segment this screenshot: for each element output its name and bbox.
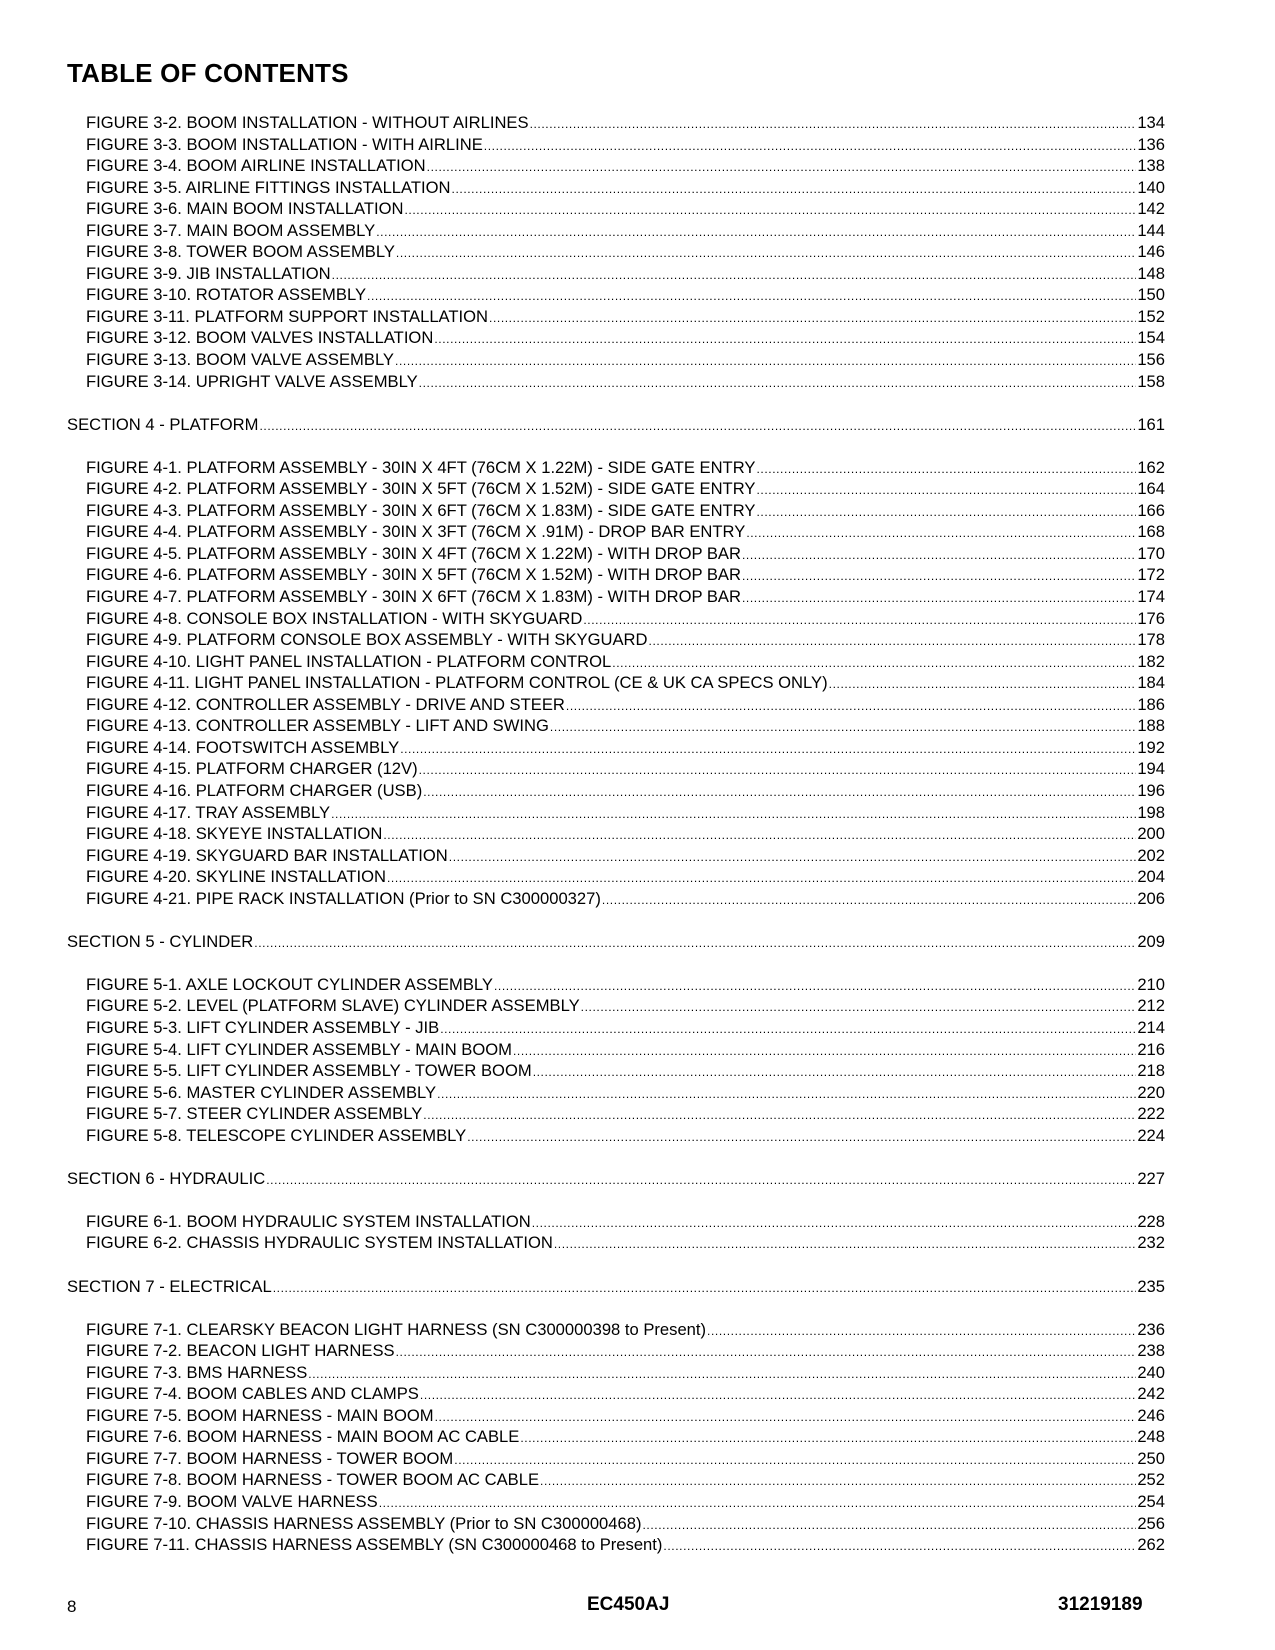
toc-figure-entry[interactable] <box>67 802 1165 824</box>
toc-entry-page-number: 256 <box>1137 1513 1165 1533</box>
toc-section-entry[interactable] <box>67 1168 1165 1190</box>
toc-figure-entry[interactable] <box>67 1513 1165 1535</box>
toc-figure-entry[interactable] <box>67 651 1165 673</box>
toc-figure-entry[interactable] <box>67 327 1165 349</box>
toc-entry-page-number: 158 <box>1137 371 1165 391</box>
toc-figure-entry[interactable] <box>67 543 1165 565</box>
dot-leader <box>367 286 1136 306</box>
toc-entry-page-number: 212 <box>1137 996 1165 1016</box>
toc-entry-label: FIGURE 4-4. PLATFORM ASSEMBLY - 30IN X 3FT (76CM X .91M) - DROP BAR ENTRY <box>86 522 746 542</box>
toc-entry-page-number: 150 <box>1137 285 1165 305</box>
toc-entry-label: FIGURE 3-14. UPRIGHT VALVE ASSEMBLY <box>86 371 418 391</box>
toc-entry-page-number: 218 <box>1137 1061 1165 1081</box>
dot-leader <box>467 1127 1136 1147</box>
toc-entry-label: FIGURE 3-8. TOWER BOOM ASSEMBLY <box>86 242 395 262</box>
toc-figure-entry[interactable] <box>67 1405 1165 1427</box>
toc-figure-entry[interactable] <box>67 1469 1165 1491</box>
toc-entry-page-number: 240 <box>1137 1362 1165 1382</box>
toc-entry-label: FIGURE 3-6. MAIN BOOM INSTALLATION <box>86 199 404 219</box>
toc-entry-label: FIGURE 3-2. BOOM INSTALLATION - WITHOUT AIRLINES <box>86 113 529 132</box>
toc-entry-label: FIGURE 3-4. BOOM AIRLINE INSTALLATION <box>86 156 426 176</box>
toc-entry-label: FIGURE 5-5. LIFT CYLINDER ASSEMBLY - TOWER BOOM <box>86 1061 532 1081</box>
dot-leader <box>266 1170 1136 1190</box>
footer-document-number: 31219189 <box>1058 1594 1143 1615</box>
toc-entry-label: FIGURE 5-8. TELESCOPE CYLINDER ASSEMBLY <box>86 1125 467 1145</box>
dot-leader <box>581 997 1137 1017</box>
toc-figure-entry[interactable] <box>67 263 1165 285</box>
toc-entry-label: FIGURE 4-15. PLATFORM CHARGER (12V) <box>86 759 418 779</box>
dot-leader <box>396 1342 1137 1362</box>
toc-entry-label: FIGURE 5-6. MASTER CYLINDER ASSEMBLY <box>86 1082 437 1102</box>
toc-entry-label: FIGURE 5-4. LIFT CYLINDER ASSEMBLY - MAIN BOOM <box>86 1039 512 1059</box>
toc-entry-page-number: 222 <box>1137 1104 1165 1124</box>
dot-leader <box>643 1515 1137 1535</box>
page-title: TABLE OF CONTENTS <box>67 58 349 88</box>
toc-entry-label: FIGURE 3-5. AIRLINE FITTINGS INSTALLATION <box>86 177 451 197</box>
toc-entry-page-number: 196 <box>1137 780 1165 800</box>
toc-entry-page-number: 262 <box>1137 1535 1165 1555</box>
dot-leader <box>756 480 1136 500</box>
toc-entry-label: FIGURE 3-12. BOOM VALVES INSTALLATION <box>86 328 434 348</box>
toc-entry-label: FIGURE 7-5. BOOM HARNESS - MAIN BOOM <box>86 1405 434 1425</box>
dot-leader <box>746 523 1136 543</box>
dot-leader <box>663 1536 1136 1556</box>
dot-leader <box>540 1471 1136 1491</box>
dot-leader <box>520 1428 1136 1448</box>
toc-entry-label: FIGURE 3-9. JIB INSTALLATION <box>86 263 331 283</box>
toc-entry-label: FIGURE 4-3. PLATFORM ASSEMBLY - 30IN X 6FT (76CM X 1.83M) - SIDE GATE ENTRY <box>86 500 756 520</box>
toc-entry-page-number: 250 <box>1137 1448 1165 1468</box>
dot-leader <box>435 1407 1137 1427</box>
dot-leader <box>454 1450 1136 1470</box>
toc-figure-entry[interactable] <box>67 1232 1165 1254</box>
dot-leader <box>308 1364 1136 1384</box>
toc-entry-label: FIGURE 5-2. LEVEL (PLATFORM SLAVE) CYLINDER ASSEMBLY <box>86 996 580 1016</box>
toc-entry-page-number: 194 <box>1137 759 1165 779</box>
toc-entry-page-number: 236 <box>1137 1319 1165 1339</box>
dot-leader <box>756 502 1136 522</box>
toc-figure-entry[interactable] <box>67 1491 1165 1513</box>
dot-leader <box>484 136 1137 156</box>
toc-entry-label: FIGURE 4-16. PLATFORM CHARGER (USB) <box>86 780 423 800</box>
toc-entry-page-number: 182 <box>1137 651 1165 671</box>
toc-figure-entry[interactable] <box>67 500 1165 522</box>
toc-entry-page-number: 140 <box>1137 177 1165 197</box>
toc-entry-page-number: 228 <box>1137 1211 1165 1231</box>
toc-entry-label: FIGURE 7-2. BEACON LIGHT HARNESS <box>86 1341 395 1361</box>
toc-section-entry[interactable] <box>67 414 1165 436</box>
toc-entry-page-number: 216 <box>1137 1039 1165 1059</box>
toc-figure-entry[interactable] <box>67 1383 1165 1405</box>
toc-entry-label: FIGURE 4-9. PLATFORM CONSOLE BOX ASSEMBLY - WITH SKYGUARD <box>86 630 648 650</box>
dot-leader <box>273 1278 1137 1298</box>
toc-figure-entry[interactable] <box>67 177 1165 199</box>
dot-leader <box>259 416 1136 436</box>
toc-figure-entry[interactable] <box>67 134 1165 156</box>
toc-entry-label: FIGURE 3-7. MAIN BOOM ASSEMBLY <box>86 220 376 240</box>
toc-entry-label: FIGURE 4-7. PLATFORM ASSEMBLY - 30IN X 6FT (76CM X 1.83M) - WITH DROP BAR <box>86 587 741 607</box>
toc-entry-page-number: 200 <box>1137 824 1165 844</box>
dot-leader <box>419 760 1137 780</box>
toc-entry-label: FIGURE 4-1. PLATFORM ASSEMBLY - 30IN X 4FT (76CM X 1.22M) - SIDE GATE ENTRY <box>86 457 756 477</box>
toc-entry-page-number: 142 <box>1137 199 1165 219</box>
toc-entry-label: SECTION 4 - PLATFORM <box>67 414 259 434</box>
toc-figure-entry[interactable] <box>67 715 1165 737</box>
toc-entry-page-number: 164 <box>1137 479 1165 499</box>
toc-entry-label: FIGURE 7-11. CHASSIS HARNESS ASSEMBLY (SN C300000468 to Present) <box>86 1535 663 1555</box>
dot-leader <box>427 157 1137 177</box>
toc-entry-label: SECTION 6 - HYDRAULIC <box>67 1168 266 1188</box>
dot-leader <box>742 566 1136 586</box>
toc-figure-entry[interactable] <box>67 1340 1165 1362</box>
toc-entry-page-number: 156 <box>1137 350 1165 370</box>
toc-figure-entry[interactable] <box>67 564 1165 586</box>
toc-entry-page-number: 232 <box>1137 1233 1165 1253</box>
toc-entry-label: FIGURE 6-2. CHASSIS HYDRAULIC SYSTEM INSTALLATION <box>86 1233 553 1253</box>
toc-entry-page-number: 220 <box>1137 1082 1165 1102</box>
dot-leader <box>707 1321 1136 1341</box>
toc-entry-page-number: 242 <box>1137 1384 1165 1404</box>
toc-entry-page-number: 227 <box>1137 1168 1165 1188</box>
dot-leader <box>396 243 1136 263</box>
toc-entry-label: FIGURE 4-17. TRAY ASSEMBLY <box>86 802 331 822</box>
dot-leader <box>489 308 1136 328</box>
toc-figure-entry[interactable] <box>67 1060 1165 1082</box>
toc-entry-page-number: 192 <box>1137 737 1165 757</box>
toc-figure-entry[interactable] <box>67 371 1165 393</box>
toc-entry-label: FIGURE 5-7. STEER CYLINDER ASSEMBLY <box>86 1104 423 1124</box>
toc-figure-entry[interactable] <box>67 1103 1165 1125</box>
dot-leader <box>440 1019 1136 1039</box>
toc-entry-page-number: 146 <box>1137 242 1165 262</box>
dot-leader <box>742 588 1136 608</box>
dot-leader <box>423 782 1136 802</box>
toc-entry-label: FIGURE 5-1. AXLE LOCKOUT CYLINDER ASSEMBLY <box>86 974 493 994</box>
toc-figure-entry[interactable] <box>67 737 1165 759</box>
dot-leader <box>423 1105 1136 1125</box>
toc-entry-label: SECTION 7 - ELECTRICAL <box>67 1276 272 1296</box>
toc-figure-entry[interactable] <box>67 1362 1165 1384</box>
dot-leader <box>566 696 1136 716</box>
dot-leader <box>742 545 1136 565</box>
toc-entry-page-number: 198 <box>1137 802 1165 822</box>
toc-entry-page-number: 138 <box>1137 156 1165 176</box>
toc-figure-entry[interactable] <box>67 1448 1165 1470</box>
dot-leader <box>395 351 1136 371</box>
toc-figure-entry[interactable] <box>67 823 1165 845</box>
toc-entry-page-number: 161 <box>1137 414 1165 434</box>
toc-entry-label: FIGURE 4-20. SKYLINE INSTALLATION <box>86 867 386 887</box>
toc-entry-label: FIGURE 6-1. BOOM HYDRAULIC SYSTEM INSTALLATION <box>86 1211 531 1231</box>
toc-entry-label: FIGURE 4-18. SKYEYE INSTALLATION <box>86 824 383 844</box>
dot-leader <box>387 868 1136 888</box>
toc-entry-label: FIGURE 4-2. PLATFORM ASSEMBLY - 30IN X 5FT (76CM X 1.52M) - SIDE GATE ENTRY <box>86 479 756 499</box>
toc-entry-page-number: 172 <box>1137 565 1165 585</box>
toc-entry-page-number: 246 <box>1137 1405 1165 1425</box>
dot-leader <box>532 1213 1137 1233</box>
toc-figure-entry[interactable] <box>67 1125 1165 1147</box>
dot-leader <box>383 825 1136 845</box>
dot-leader <box>420 1385 1136 1405</box>
toc-entry-label: FIGURE 7-7. BOOM HARNESS - TOWER BOOM <box>86 1448 454 1468</box>
toc-figure-entry[interactable] <box>67 672 1165 694</box>
dot-leader <box>583 610 1136 630</box>
dot-leader <box>554 1234 1136 1254</box>
toc-entry-label: FIGURE 4-10. LIGHT PANEL INSTALLATION - PLATFORM CONTROL <box>86 651 612 671</box>
toc-figure-entry[interactable] <box>67 845 1165 867</box>
toc-entry-page-number: 144 <box>1137 220 1165 240</box>
dot-leader <box>513 1041 1136 1061</box>
toc-entry-label: FIGURE 7-9. BOOM VALVE HARNESS <box>86 1492 378 1511</box>
toc-entry-page-number: 210 <box>1137 974 1165 994</box>
toc-entry-label: FIGURE 3-10. ROTATOR ASSEMBLY <box>86 285 367 305</box>
toc-entry-label: FIGURE 7-10. CHASSIS HARNESS ASSEMBLY (Prior to SN C300000468) <box>86 1513 642 1533</box>
dot-leader <box>404 200 1136 220</box>
dot-leader <box>437 1084 1136 1104</box>
toc-entry-label: FIGURE 3-11. PLATFORM SUPPORT INSTALLATION <box>86 306 489 326</box>
dot-leader <box>494 976 1136 996</box>
toc-figure-entry[interactable] <box>67 586 1165 608</box>
dot-leader <box>254 933 1136 953</box>
dot-leader <box>533 1062 1137 1082</box>
toc-entry-label: FIGURE 3-3. BOOM INSTALLATION - WITH AIRLINE <box>86 134 483 154</box>
toc-entry-page-number: 214 <box>1137 1017 1165 1037</box>
dot-leader <box>332 265 1137 285</box>
footer-model-name: EC450AJ <box>587 1594 670 1615</box>
toc-figure-entry[interactable] <box>67 1017 1165 1039</box>
toc-figure-entry[interactable] <box>67 866 1165 888</box>
toc-figure-entry[interactable] <box>67 694 1165 716</box>
dot-leader <box>400 739 1136 759</box>
toc-figure-entry[interactable] <box>67 974 1165 996</box>
toc-figure-entry[interactable] <box>67 1534 1165 1556</box>
toc-entry-page-number: 188 <box>1137 716 1165 736</box>
toc-entry-page-number: 184 <box>1137 673 1165 693</box>
toc-entry-page-number: 248 <box>1137 1427 1165 1447</box>
dot-leader <box>602 890 1136 910</box>
toc-figure-entry[interactable] <box>67 155 1165 177</box>
dot-leader <box>530 114 1137 134</box>
toc-figure-entry[interactable] <box>67 478 1165 500</box>
toc-entry-page-number: 162 <box>1137 457 1165 477</box>
toc-figure-entry[interactable] <box>67 1039 1165 1061</box>
toc-entry-label: FIGURE 4-12. CONTROLLER ASSEMBLY - DRIVE AND STEER <box>86 694 565 714</box>
toc-entry-page-number: 252 <box>1137 1470 1165 1490</box>
toc-entry-page-number: 136 <box>1137 134 1165 154</box>
toc-entry-page-number: 174 <box>1137 587 1165 607</box>
toc-figure-entry[interactable] <box>67 241 1165 263</box>
toc-entry-page-number: 224 <box>1137 1125 1165 1145</box>
toc-figure-entry[interactable] <box>67 284 1165 306</box>
toc-entry-page-number: 206 <box>1137 888 1165 908</box>
dot-leader <box>331 804 1136 824</box>
toc-entry-page-number: 152 <box>1137 306 1165 326</box>
toc-entry-label: FIGURE 7-4. BOOM CABLES AND CLAMPS <box>86 1384 419 1404</box>
toc-figure-entry[interactable] <box>67 1319 1165 1341</box>
toc-figure-entry[interactable] <box>67 220 1165 242</box>
toc-figure-entry[interactable] <box>67 1426 1165 1448</box>
toc-entry-page-number: 202 <box>1137 845 1165 865</box>
toc-entry-label: FIGURE 4-13. CONTROLLER ASSEMBLY - LIFT AND SWING <box>86 716 549 736</box>
toc-entry-label: FIGURE 4-21. PIPE RACK INSTALLATION (Prior to SN C300000327) <box>86 888 601 908</box>
toc-entry-label: SECTION 5 - CYLINDER <box>67 931 254 951</box>
toc-entry-label: FIGURE 7-8. BOOM HARNESS - TOWER BOOM AC CABLE <box>86 1470 540 1490</box>
toc-entry-page-number: 168 <box>1137 522 1165 542</box>
toc-entry-page-number: 170 <box>1137 543 1165 563</box>
toc-entry-label: FIGURE 4-11. LIGHT PANEL INSTALLATION - PLATFORM CONTROL (CE & UK CA SPECS ONLY) <box>86 673 828 693</box>
toc-entry-page-number: 254 <box>1137 1492 1165 1511</box>
toc-figure-entry[interactable] <box>67 608 1165 630</box>
toc-figure-entry[interactable] <box>67 1082 1165 1104</box>
dot-leader <box>649 631 1137 651</box>
footer-page-number: 8 <box>67 1597 77 1616</box>
dot-leader <box>379 1493 1137 1513</box>
toc-figure-entry[interactable] <box>67 521 1165 543</box>
toc-entry-label: FIGURE 4-8. CONSOLE BOX INSTALLATION - WITH SKYGUARD <box>86 608 583 628</box>
toc-entry-label: FIGURE 4-14. FOOTSWITCH ASSEMBLY <box>86 737 400 757</box>
dot-leader <box>452 179 1137 199</box>
dot-leader <box>449 847 1137 867</box>
dot-leader <box>756 459 1136 479</box>
toc-entry-label: FIGURE 5-3. LIFT CYLINDER ASSEMBLY - JIB <box>86 1017 440 1037</box>
toc-entry-page-number: 134 <box>1137 113 1165 132</box>
toc-figure-entry[interactable] <box>67 758 1165 780</box>
toc-figure-entry[interactable] <box>67 629 1165 651</box>
toc-entry-label: FIGURE 7-3. BMS HARNESS <box>86 1362 308 1382</box>
toc-entry-label: FIGURE 4-19. SKYGUARD BAR INSTALLATION <box>86 845 448 865</box>
toc-entry-page-number: 209 <box>1137 931 1165 951</box>
table-of-contents <box>67 112 1165 1556</box>
dot-leader <box>376 222 1136 242</box>
toc-entry-page-number: 148 <box>1137 263 1165 283</box>
toc-entry-label: FIGURE 7-6. BOOM HARNESS - MAIN BOOM AC CABLE <box>86 1427 520 1447</box>
toc-figure-entry[interactable] <box>67 888 1165 910</box>
dot-leader <box>419 373 1137 393</box>
toc-entry-label: FIGURE 4-6. PLATFORM ASSEMBLY - 30IN X 5FT (76CM X 1.52M) - WITH DROP BAR <box>86 565 741 585</box>
dot-leader <box>612 653 1136 673</box>
toc-figure-entry[interactable] <box>67 1211 1165 1233</box>
toc-entry-label: FIGURE 3-13. BOOM VALVE ASSEMBLY <box>86 350 395 370</box>
dot-leader <box>829 674 1137 694</box>
toc-entry-page-number: 235 <box>1137 1276 1165 1296</box>
toc-figure-entry[interactable] <box>67 349 1165 371</box>
toc-entry-label: FIGURE 7-1. CLEARSKY BEACON LIGHT HARNESS (SN C300000398 to Present) <box>86 1319 707 1339</box>
toc-entry-page-number: 154 <box>1137 328 1165 348</box>
toc-figure-entry[interactable] <box>67 306 1165 328</box>
toc-figure-entry[interactable] <box>67 995 1165 1017</box>
toc-entry-label: FIGURE 4-5. PLATFORM ASSEMBLY - 30IN X 4FT (76CM X 1.22M) - WITH DROP BAR <box>86 543 741 563</box>
toc-section-entry[interactable] <box>67 931 1165 953</box>
toc-entry-page-number: 238 <box>1137 1341 1165 1361</box>
toc-figure-entry[interactable] <box>67 112 1165 134</box>
toc-figure-entry[interactable] <box>67 198 1165 220</box>
toc-figure-entry[interactable] <box>67 780 1165 802</box>
toc-entry-page-number: 166 <box>1137 500 1165 520</box>
dot-leader <box>550 717 1136 737</box>
toc-section-entry[interactable] <box>67 1276 1165 1298</box>
toc-entry-page-number: 204 <box>1137 867 1165 887</box>
dot-leader <box>434 329 1136 349</box>
toc-entry-page-number: 178 <box>1137 630 1165 650</box>
toc-figure-entry[interactable] <box>67 457 1165 479</box>
toc-entry-page-number: 186 <box>1137 694 1165 714</box>
toc-entry-page-number: 176 <box>1137 608 1165 628</box>
